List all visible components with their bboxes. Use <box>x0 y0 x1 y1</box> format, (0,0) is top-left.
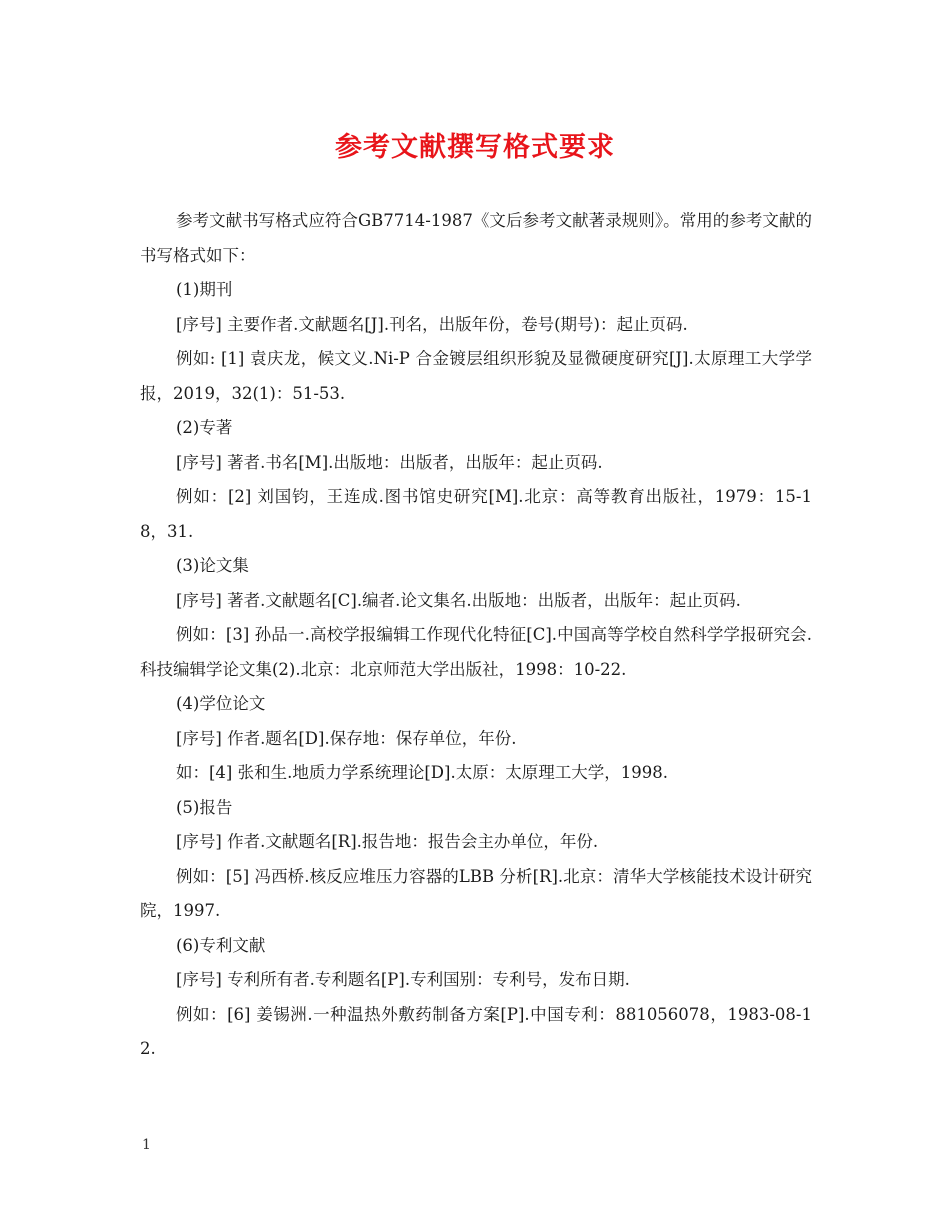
example-proceedings: 例如：[3] 孙品一.高校学报编辑工作现代化特征[C].中国高等学校自然科学学报研究会.科技编辑学论文集(2).北京：北京师范大学出版社，1998：10-22. <box>140 625 812 679</box>
page-number: 1 <box>142 1137 151 1153</box>
intro-paragraph: 参考文献书写格式应符合GB7714-1987《文后参考文献著录规则》。常用的参考文献的书写格式如下： <box>140 211 812 265</box>
page-title: 参考文献撰写格式要求 <box>335 132 615 163</box>
section-heading-thesis: (4)学位论文 <box>176 694 266 713</box>
example-thesis: 如：[4] 张和生.地质力学系统理论[D].太原：太原理工大学，1998. <box>176 763 668 782</box>
section-heading-monograph: (2)专著 <box>176 418 233 437</box>
section-heading-proceedings: (3)论文集 <box>176 556 249 575</box>
example-journal: 例如: [1] 袁庆龙，候文义.Ni-P 合金镀层组织形貌及显微硬度研究[J].太原理工大学学报，2019，32(1)：51-53. <box>140 349 812 403</box>
example-monograph: 例如：[2] 刘国钧，王连成.图书馆史研究[M].北京：高等教育出版社，1979：15-18，31. <box>140 487 812 541</box>
format-journal: [序号] 主要作者.文献题名[J].刊名，出版年份，卷号(期号)：起止页码. <box>176 314 688 334</box>
document-body <box>140 204 812 1067</box>
format-report: [序号] 作者.文献题名[R].报告地：报告会主办单位，年份. <box>176 832 599 851</box>
format-proceedings: [序号] 著者.文献题名[C].编者.论文集名.出版地：出版者，出版年：起止页码. <box>176 590 741 610</box>
format-monograph: [序号] 著者.书名[M].出版地：出版者，出版年：起止页码. <box>176 452 603 472</box>
section-heading-journal: (1)期刊 <box>176 280 233 299</box>
format-thesis: [序号] 作者.题名[D].保存地：保存单位，年份. <box>176 728 517 748</box>
format-patent: [序号] 专利所有者.专利题名[P].专利国别：专利号，发布日期. <box>176 970 630 989</box>
section-heading-patent: (6)专利文献 <box>176 935 266 955</box>
section-heading-report: (5)报告 <box>176 797 233 817</box>
example-patent: 例如：[6] 姜锡洲.一种温热外敷药制备方案[P].中国专利：881056078，1983-08-12. <box>140 1004 812 1058</box>
example-report: 例如：[5] 冯西桥.核反应堆压力容器的LBB 分析[R].北京：清华大学核能技术设计研究院，1997. <box>140 866 812 920</box>
